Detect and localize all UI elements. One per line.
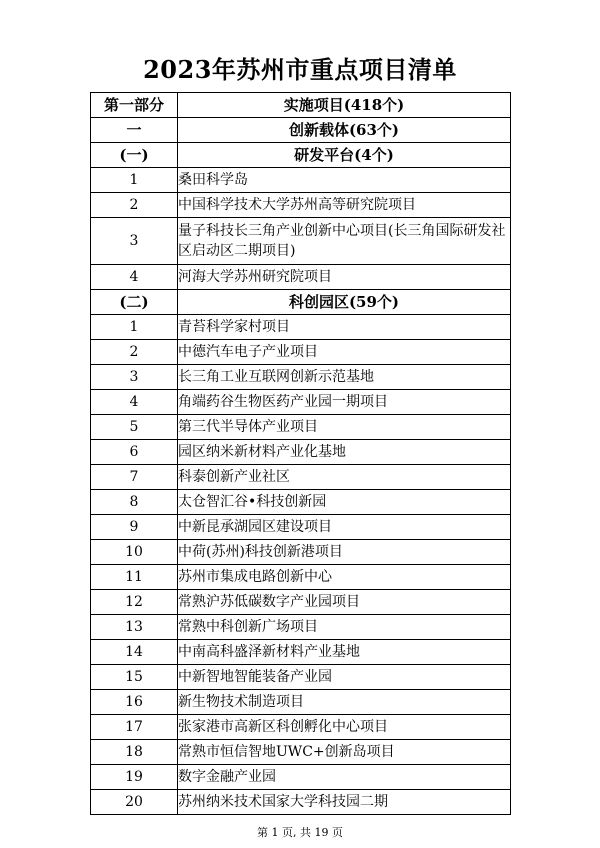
row-number: 2 [91,340,178,365]
row-number: 13 [91,615,178,640]
section-number: (二) [91,290,178,315]
table-row [91,490,511,515]
table-row [91,790,511,815]
project-name: 桑田科学岛 [178,168,511,193]
project-name: 常熟中科创新广场项目 [178,615,511,640]
section-row [91,118,511,143]
row-number: 20 [91,790,178,815]
table-row [91,715,511,740]
table-row [91,740,511,765]
row-number: 19 [91,765,178,790]
project-name: 河海大学苏州研究院项目 [178,265,511,290]
row-number: 8 [91,490,178,515]
project-name: 长三角工业互联网创新示范基地 [178,365,511,390]
table-row [91,218,511,265]
section-row [91,143,511,168]
project-name: 中德汽车电子产业项目 [178,340,511,365]
table-row [91,690,511,715]
project-name: 科泰创新产业社区 [178,465,511,490]
table-row [91,465,511,490]
row-number: 9 [91,515,178,540]
project-name: 中新智地智能装备产业园 [178,665,511,690]
project-name: 张家港市高新区科创孵化中心项目 [178,715,511,740]
project-name: 中荷(苏州)科技创新港项目 [178,540,511,565]
project-name: 常熟沪苏低碳数字产业园项目 [178,590,511,615]
page-footer: 第 1 页, 共 19 页 [257,826,343,839]
row-number: 11 [91,565,178,590]
row-number: 18 [91,740,178,765]
table-row [91,440,511,465]
project-name: 中南高科盛泽新材料产业基地 [178,640,511,665]
row-number: 16 [91,690,178,715]
project-name: 数字金融产业园 [178,765,511,790]
project-name: 第三代半导体产业项目 [178,415,511,440]
table-row [91,515,511,540]
table-row [91,340,511,365]
project-name: 角端药谷生物医药产业园一期项目 [178,390,511,415]
row-number: 4 [91,390,178,415]
row-number: 5 [91,415,178,440]
row-number: 7 [91,465,178,490]
table-row [91,765,511,790]
table-row [91,365,511,390]
project-name: 中国科学技术大学苏州高等研究院项目 [178,193,511,218]
table-header-row [91,93,511,118]
table-row [91,615,511,640]
project-name: 量子科技长三角产业创新中心项目(长三角国际研发社区启动区二期项目) [178,218,511,265]
section-row [91,290,511,315]
project-name: 苏州市集成电路创新中心 [178,565,511,590]
project-name: 新生物技术制造项目 [178,690,511,715]
row-number: 1 [91,168,178,193]
row-number: 3 [91,218,178,265]
project-name: 苏州纳米技术国家大学科技园二期 [178,790,511,815]
project-name: 中新昆承湖园区建设项目 [178,515,511,540]
section-number: 一 [91,118,178,143]
table-row [91,315,511,340]
header-projects-label: 实施项目(418个) [178,93,511,118]
section-title: 创新载体(63个) [178,118,511,143]
section-title: 科创园区(59个) [178,290,511,315]
project-name: 常熟市恒信智地UWC+创新岛项目 [178,740,511,765]
row-number: 15 [91,665,178,690]
row-number: 4 [91,265,178,290]
section-number: (一) [91,143,178,168]
project-table [90,92,511,815]
table-row [91,193,511,218]
table-row [91,168,511,193]
row-number: 6 [91,440,178,465]
row-number: 1 [91,315,178,340]
table-row [91,590,511,615]
section-title: 研发平台(4个) [178,143,511,168]
table-row [91,540,511,565]
table-row [91,390,511,415]
project-name: 太仓智汇谷•科技创新园 [178,490,511,515]
table-row [91,640,511,665]
table-row [91,565,511,590]
project-name: 青苔科学家村项目 [178,315,511,340]
table-row [91,415,511,440]
row-number: 17 [91,715,178,740]
row-number: 2 [91,193,178,218]
row-number: 10 [91,540,178,565]
row-number: 12 [91,590,178,615]
row-number: 14 [91,640,178,665]
table-row [91,265,511,290]
document-title: 2023年苏州市重点项目清单 [143,55,457,84]
table-row [91,665,511,690]
header-part-label: 第一部分 [91,93,178,118]
row-number: 3 [91,365,178,390]
project-name: 园区纳米新材料产业化基地 [178,440,511,465]
project-table-body [91,93,511,815]
